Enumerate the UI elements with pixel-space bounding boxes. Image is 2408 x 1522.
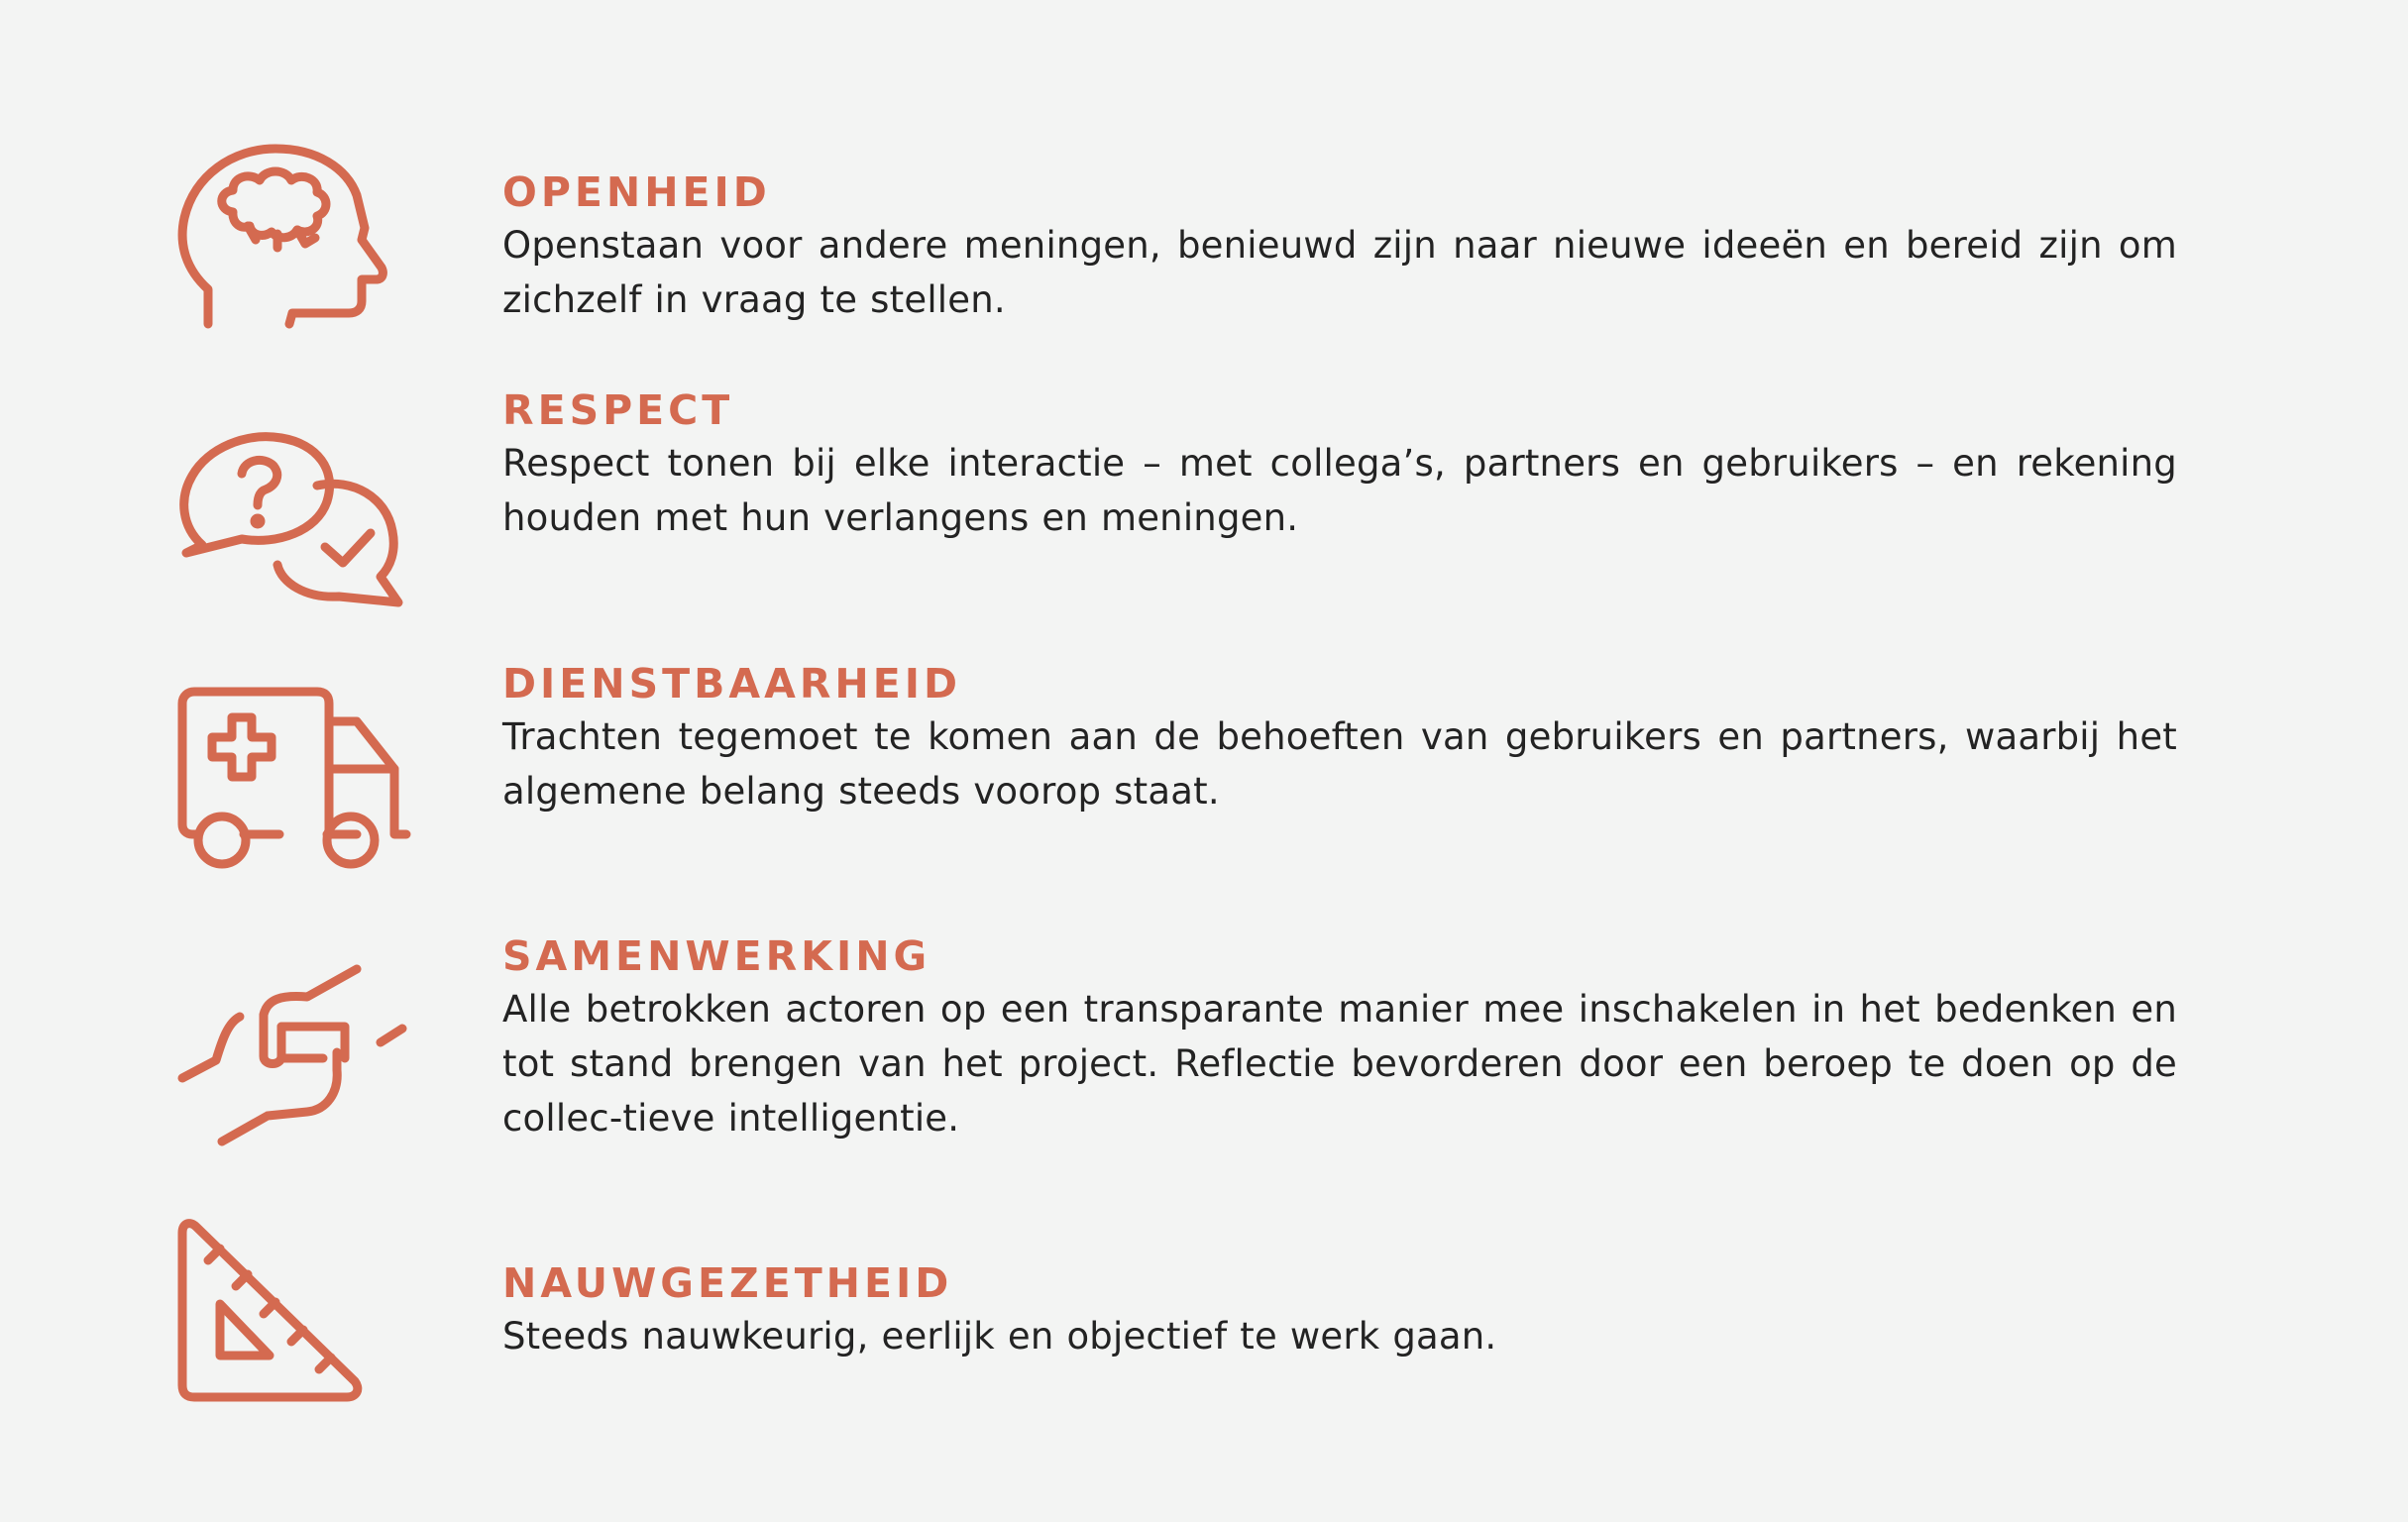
value-title: OPENHEID xyxy=(502,168,771,216)
value-description: Alle betrokken actoren op een transparante manier mee inschakelen in het bedenken en tot stand brengen van het project. Reflectie bevorderen door een beroep te doen op de collec-tieve intelligentie. xyxy=(502,988,2177,1140)
value-title: RESPECT xyxy=(502,386,734,434)
value-description: Openstaan voor andere meningen, benieuwd zijn naar nieuwe ideeën en bereid zijn om zichzelf in vraag te stellen. xyxy=(502,224,2177,321)
head-brain-icon xyxy=(178,141,406,329)
handshake-icon xyxy=(178,963,406,1151)
value-description: Respect tonen bij elke interactie – met collega’s, partners en gebruikers – en rekening houden met hun verlangens en meningen. xyxy=(502,442,2177,539)
speech-bubbles-question-check-icon xyxy=(178,428,406,616)
value-title: SAMENWERKING xyxy=(502,932,931,980)
value-description: Trachten tegemoet te komen aan de behoeften van gebruikers en partners, waarbij het algemene belang steeds voorop staat. xyxy=(502,715,2177,813)
ambulance-icon xyxy=(178,686,406,874)
value-title: DIENSTBAARHEID xyxy=(502,660,961,707)
value-description: Steeds nauwkeurig, eerlijk en objectief te werk gaan. xyxy=(502,1315,1497,1358)
value-title: NAUWGEZETHEID xyxy=(502,1259,953,1307)
set-square-ruler-icon xyxy=(178,1217,406,1405)
